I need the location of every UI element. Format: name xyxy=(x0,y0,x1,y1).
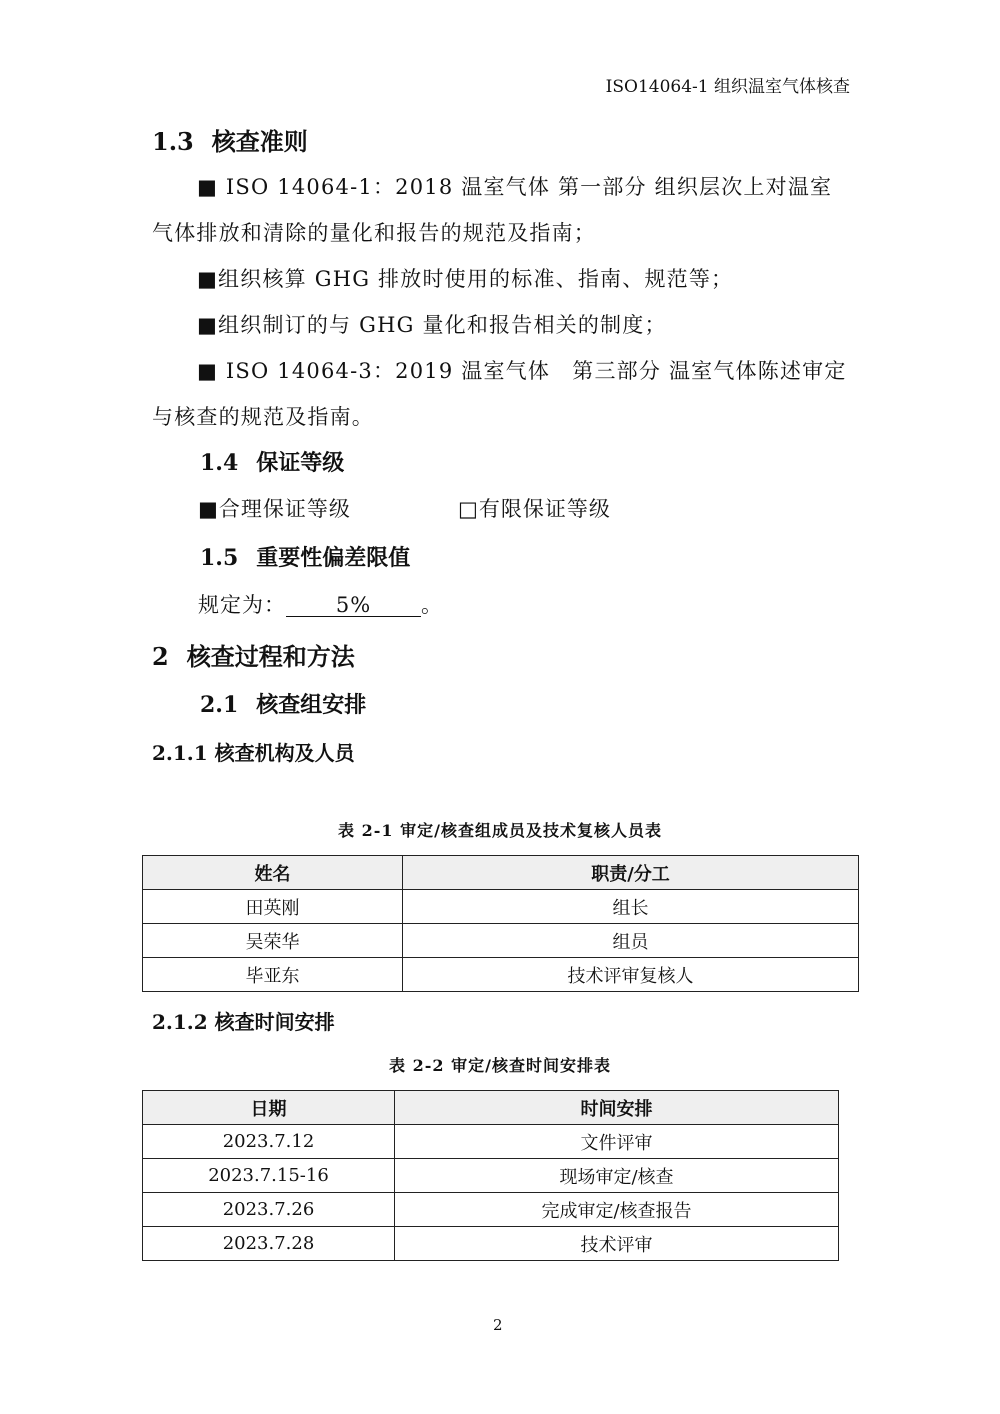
table-cell: 文件评审 xyxy=(395,1125,839,1159)
section-number: 1.5 xyxy=(200,545,239,571)
section-heading-1-3 xyxy=(152,122,308,157)
table-cell: 完成审定/核查报告 xyxy=(395,1193,839,1227)
table-cell: 现场审定/核查 xyxy=(395,1159,839,1193)
table-cell: 吴荣华 xyxy=(143,924,403,958)
table-row xyxy=(143,1159,839,1193)
table-row xyxy=(143,958,859,992)
page-header: ISO14064-1 组织温室气体核查 xyxy=(605,77,850,97)
table-2-1-caption: 表 2-1 审定/核查组成员及技术复核人员表 xyxy=(338,821,662,840)
table-cell: 组员 xyxy=(403,924,859,958)
section-number: 1.4 xyxy=(200,450,239,476)
materiality-end: 。 xyxy=(421,593,443,617)
table-cell: 2023.7.28 xyxy=(143,1227,395,1261)
table-cell: 2023.7.26 xyxy=(143,1193,395,1227)
section-number: 2 xyxy=(152,642,169,671)
criteria-item-2: ■组织核算 GHG 排放时使用的标准、指南、规范等； xyxy=(197,267,734,291)
table-header-row xyxy=(143,856,859,890)
criteria-item-4: ■ ISO 14064-3：2019 温室气体 第三部分 温室气体陈述审定与核查的规范及指南。 xyxy=(152,359,847,429)
column-header: 时间安排 xyxy=(395,1091,839,1125)
assurance-limited-option: □有限保证等级 xyxy=(458,497,611,521)
materiality-line xyxy=(198,582,443,628)
table-cell: 技术评审 xyxy=(395,1227,839,1261)
table-cell: 田英刚 xyxy=(143,890,403,924)
schedule-table xyxy=(142,1090,839,1261)
table-row xyxy=(143,890,859,924)
section-title: 核查过程和方法 xyxy=(186,642,355,671)
table-cell: 组长 xyxy=(403,890,859,924)
criteria-item-1: ■ ISO 14064-1：2018 温室气体 第一部分 组织层次上对温室气体排放和清除的量化和报告的规范及指南； xyxy=(152,175,833,245)
column-header: 姓名 xyxy=(143,856,403,890)
section-title: 核查准则 xyxy=(211,127,308,156)
section-heading-2-1-1: 2.1.1 核查机构及人员 xyxy=(152,741,355,765)
table-row xyxy=(143,924,859,958)
section-heading-2-1 xyxy=(200,688,366,719)
table-row xyxy=(143,1125,839,1159)
section-heading-2 xyxy=(152,637,355,672)
criteria-item-3: ■组织制订的与 GHG 量化和报告相关的制度； xyxy=(197,313,667,337)
section-title: 保证等级 xyxy=(256,450,345,476)
section-heading-2-1-2: 2.1.2 核查时间安排 xyxy=(152,1010,335,1034)
column-header: 职责/分工 xyxy=(403,856,859,890)
team-members-table xyxy=(142,855,859,992)
section-number: 2.1 xyxy=(200,692,239,718)
table-row xyxy=(143,1227,839,1261)
table-2-2-caption: 表 2-2 审定/核查时间安排表 xyxy=(389,1056,611,1075)
section-title: 重要性偏差限值 xyxy=(256,545,411,571)
section-heading-1-4 xyxy=(200,446,344,477)
column-header: 日期 xyxy=(143,1091,395,1125)
assurance-reasonable-option: ■合理保证等级 xyxy=(198,497,351,521)
table-cell: 毕亚东 xyxy=(143,958,403,992)
table-row xyxy=(143,1193,839,1227)
section-heading-1-5 xyxy=(200,541,410,572)
table-cell: 2023.7.12 xyxy=(143,1125,395,1159)
table-header-row xyxy=(143,1091,839,1125)
table-cell: 技术评审复核人 xyxy=(403,958,859,992)
page-number: 2 xyxy=(493,1316,503,1334)
section-number: 1.3 xyxy=(152,127,194,156)
materiality-value: 5% xyxy=(286,594,421,617)
materiality-label: 规定为： xyxy=(198,593,286,617)
section-title: 核查组安排 xyxy=(256,692,367,718)
table-cell: 2023.7.15-16 xyxy=(143,1159,395,1193)
